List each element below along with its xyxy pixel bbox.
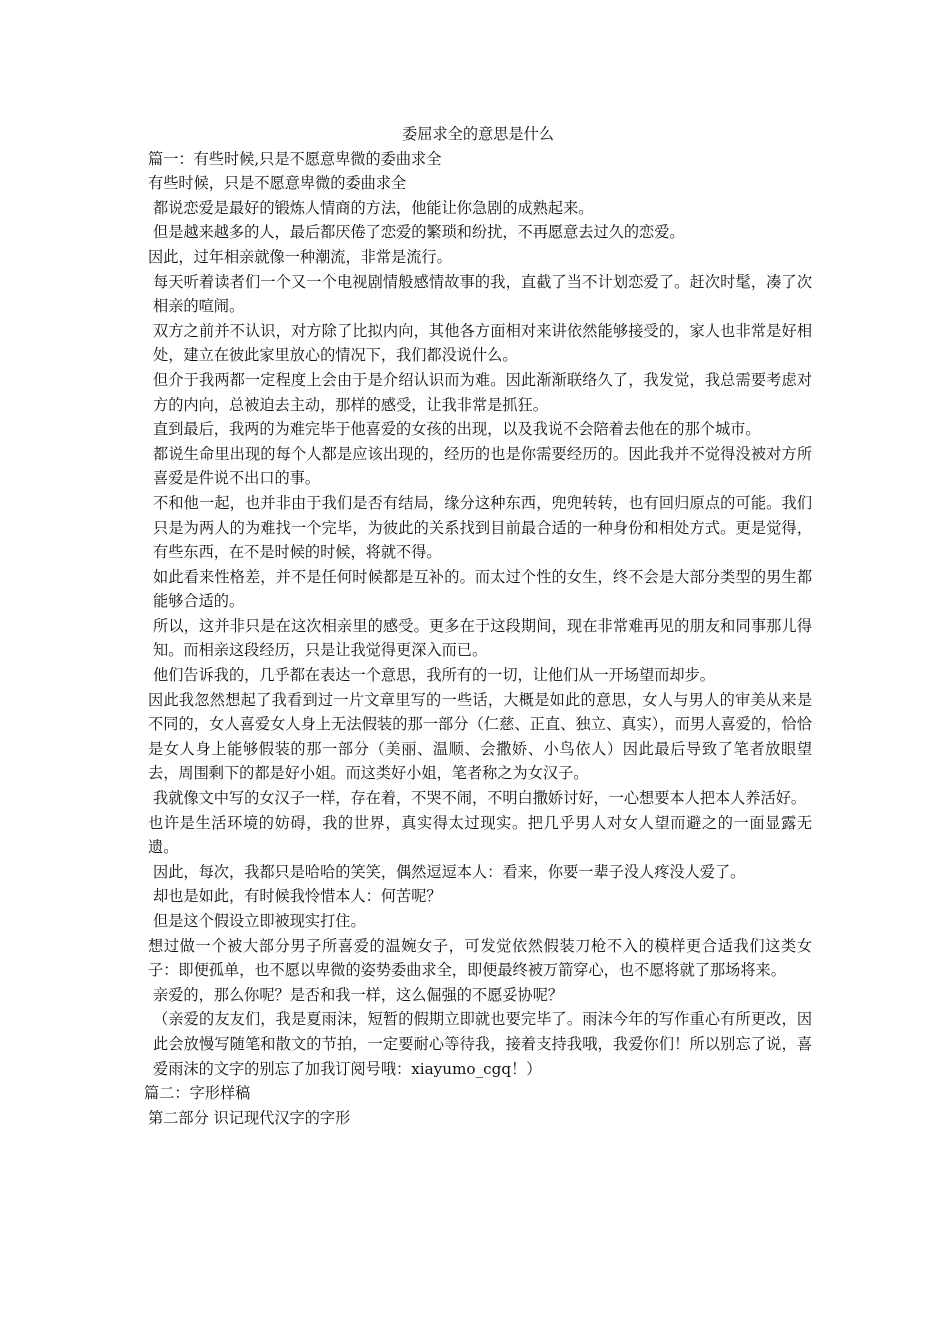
paragraph: （亲爱的友友们，我是夏雨沫，短暂的假期立即就也要完毕了。雨沫今年的写作重心有所更改，因此会放慢写随笔和散文的节拍，一定要耐心等待我，接着支持我哦，我爱你们！所以别忘了说，喜爱雨沫的文字的别忘了加我订阅号哦：xiayumo_cgq！）	[153, 1010, 812, 1078]
paragraph: 每天听着读者们一个又一个电视剧情般感情故事的我，直截了当不计划恋爱了。赶次时髦，凑了次相亲的喧闹。	[153, 272, 812, 316]
paragraph: 却也是如此，有时候我怜惜本人：何苦呢？	[153, 887, 442, 906]
paragraph: 直到最后，我两的为难完毕于他喜爱的女孩的出现，以及我说不会陪着去他在的那个城市。	[153, 420, 761, 439]
paragraph: 都说恋爱是最好的锻炼人情商的方法，他能让你急剧的成熟起来。	[153, 198, 594, 217]
paragraph: 想过做一个被大部分男子所喜爱的温婉女子，可发觉依然假装刀枪不入的模样更合适我们这类女子：即便孤单，也不愿以卑微的姿势委曲求全，即便最终被万箭穿心，也不愿将就了那场将来。	[148, 936, 812, 980]
paragraph: 但是这个假设立即被现实打住。	[153, 912, 366, 930]
paragraph: 也许是生活环境的妨碍，我的世界，真实得太过现实。把几乎男人对女人望而避之的一面显露无遗。	[148, 813, 812, 857]
paragraph: 如此看来性格差，并不是任何时候都是互补的。而太过个性的女生，终不会是大部分类型的男生都能够合适的。	[153, 567, 812, 611]
paragraph: 但介于我两都一定程度上会由于是介绍认识而为难。因此渐渐联络久了，我发觉，我总需要考虑对方的内向，总被迫去主动，那样的感受，让我非常是抓狂。	[153, 370, 812, 414]
paragraph: 因此，过年相亲就像一种潮流，非常是流行。	[148, 247, 452, 266]
paragraph: 有些时候，只是不愿意卑微的委曲求全	[148, 174, 407, 193]
paragraph: 但是越来越多的人，最后都厌倦了恋爱的繁琐和纷扰，不再愿意去过久的恋爱。	[153, 223, 685, 242]
document-body	[144, 147, 812, 1131]
paragraph: 第二部分 识记现代汉字的字形	[148, 1108, 351, 1127]
paragraph: 亲爱的，那么你呢？是否和我一样，这么倔强的不愿妥协呢？	[153, 985, 564, 1004]
paragraph: 他们告诉我的，几乎都在表达一个意思，我所有的一切，让他们从一开场望而却步。	[153, 666, 715, 685]
paragraph: 因此我忽然想起了我看到过一片文章里写的一些话，大概是如此的意思，女人与男人的审美从来是不同的，女人喜爱女人身上无法假装的那一部分（仁慈、正直、独立、真实），而男人喜爱的，恰恰是女人身上能够假装的那一部分（美丽、温顺、会撒娇、小鸟依人）因此最后导致了笔者放眼望去，周围剩下的都是好小姐。而这类好小姐，笔者称之为女汉子。	[148, 690, 812, 783]
paragraph: 我就像文中写的女汉子一样，存在着，不哭不闹，不明白撒娇讨好，一心想要本人把本人养活好。	[153, 789, 807, 808]
document-page	[144, 122, 812, 1130]
paragraph: 篇一：有些时候,只是不愿意卑微的委曲求全	[148, 149, 442, 168]
paragraph: 所以，这并非只是在这次相亲里的感受。更多在于这段期间，现在非常难再见的朋友和同事那儿得知。而相亲这段经历，只是让我觉得更深入而已。	[153, 616, 812, 660]
paragraph: 都说生命里出现的每个人都是应该出现的，经历的也是你需要经历的。因此我并不觉得没被对方所喜爱是件说不出口的事。	[153, 444, 812, 488]
paragraph: 因此，每次，我都只是哈哈的笑笑，偶然逗逗本人：看来，你要一辈子没人疼没人爱了。	[153, 862, 746, 881]
document-title: 委屈求全的意思是什么	[402, 125, 554, 143]
paragraph: 不和他一起，也并非由于我们是否有结局，缘分这种东西，兜兜转转，也有回归原点的可能。我们只是为两人的为难找一个完毕，为彼此的关系找到目前最合适的一种身份和相处方式。更是觉得，有些东西，在不是时候的时候，将就不得。	[153, 493, 812, 562]
paragraph: 双方之前并不认识，对方除了比拟内向，其他各方面相对来讲依然能够接受的，家人也非常是好相处，建立在彼此家里放心的情况下，我们都没说什么。	[153, 321, 812, 365]
paragraph: 篇二：字形样稿	[144, 1084, 251, 1103]
